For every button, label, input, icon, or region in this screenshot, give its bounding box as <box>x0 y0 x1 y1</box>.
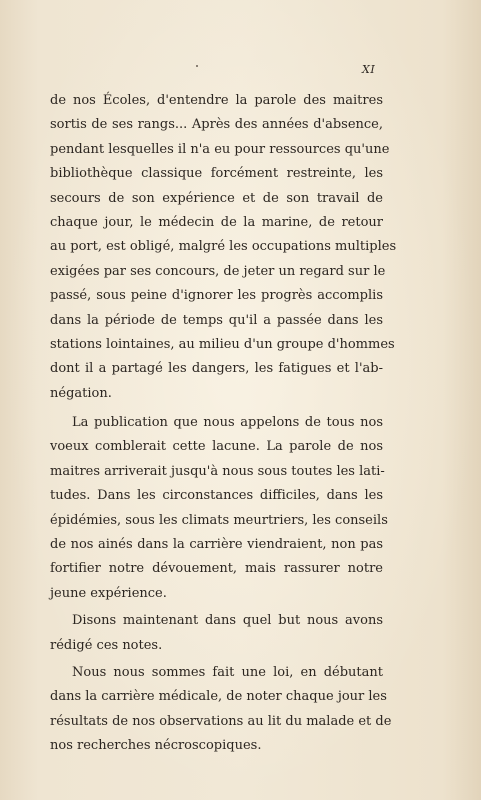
body-text <box>50 89 397 759</box>
text-line: de nos ainés dans la carrière viendraient, non pas <box>50 537 383 553</box>
text-line: bibliothèque classique forcément restreinte, les <box>50 166 383 182</box>
text-line: voeux comblerait cette lacune. La parole de nos <box>50 439 383 455</box>
text-line: passé, sous peine d'ignorer les progrès accomplis <box>50 288 383 304</box>
text-line: fortifier notre dévouement, mais rassurer notre <box>50 561 383 577</box>
text-line: épidémies, sous les climats meurtriers, les conseils <box>50 512 388 528</box>
text-line: exigées par ses concours, de jeter un regard sur le <box>50 263 386 279</box>
text-line: résultats de nos observations au lit du malade et de <box>50 713 392 729</box>
text-line: jeune expérience. <box>50 585 167 601</box>
text-line: rédigé ces notes. <box>50 637 163 653</box>
paragraph-4 <box>50 661 392 759</box>
text-line: pendant lesquelles il n'a eu pour ressources qu'une <box>50 141 390 157</box>
text-line: tudes. Dans les circonstances difficiles, dans les <box>50 488 383 504</box>
text-line: stations lointaines, au milieu d'un groupe d'hommes <box>50 336 395 352</box>
text-line: La publication que nous appelons de tous nos <box>72 415 383 431</box>
text-line: sortis de ses rangs... Après des années d'absence, <box>50 117 383 133</box>
text-line: dans la carrière médicale, de noter chaque jour les <box>50 689 387 705</box>
paragraph-1 <box>50 89 397 406</box>
text-line: négation. <box>50 385 112 401</box>
text-line: nos recherches nécroscopiques. <box>50 738 262 754</box>
text-line: secours de son expérience et de son travail de <box>50 190 383 206</box>
text-line: dont il a partagé les dangers, les fatigues et l'ab- <box>50 361 383 377</box>
text-line: chaque jour, le médecin de la marine, de retour <box>50 214 383 230</box>
paragraph-3 <box>50 609 383 658</box>
text-line: Nous nous sommes fait une loi, en débutant <box>72 664 383 680</box>
ink-speck <box>196 65 198 67</box>
text-line: de nos Écoles, d'entendre la parole des maitres <box>50 93 383 108</box>
text-line: dans la période de temps qu'il a passée dans les <box>50 312 383 328</box>
text-line: Disons maintenant dans quel but nous avons <box>72 613 383 629</box>
text-line: au port, est obligé, malgré les occupations multiples <box>50 239 397 255</box>
text-line: maitres arriverait jusqu'à nous sous toutes les lati- <box>50 463 385 479</box>
page-number: XI <box>362 63 376 76</box>
paragraph-2 <box>50 411 388 606</box>
